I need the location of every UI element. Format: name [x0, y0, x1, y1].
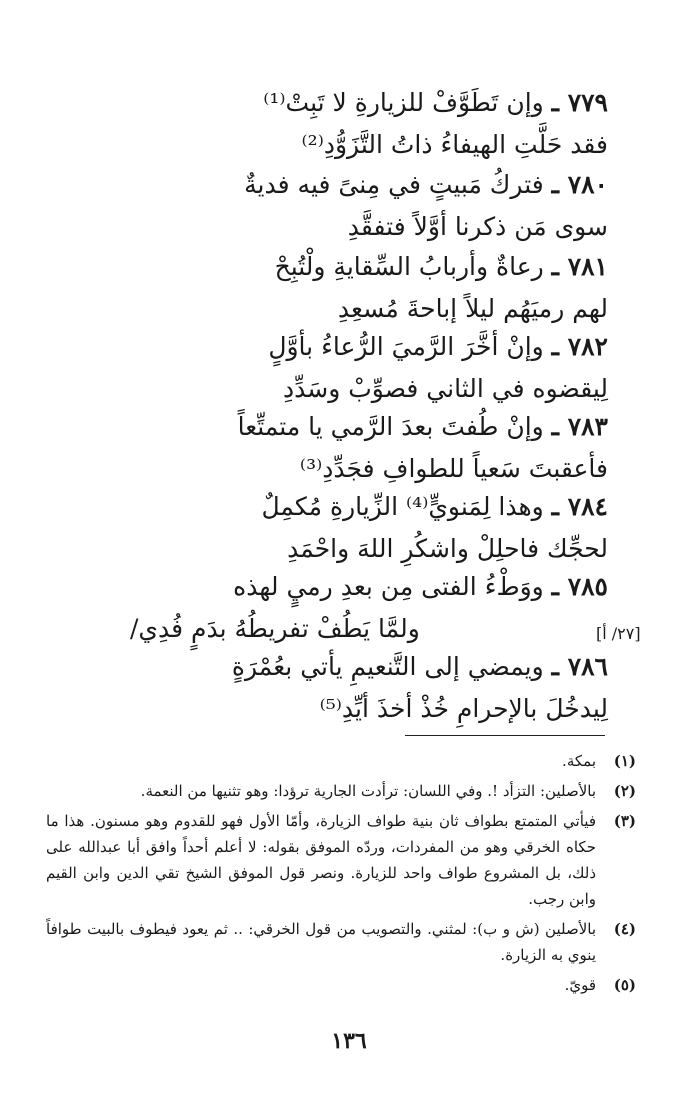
verse-785-second-hemistich: ولمَّا يَطُفْ تفريطُهُ بدَمٍ فُدِي/: [130, 614, 420, 643]
footnote-text: بالأصلين (ش و ب): لمثني. والتصويب من قول الخرقي: .. ثم يعود فيطوف بالبيت طوافاً ينوي به الزيارة.: [46, 920, 596, 964]
verse-782-second-hemistich: لِيقضوه في الثاني فصوِّبْ وسَدِّدِ: [283, 374, 608, 403]
verse-number: ٧٨٥ ـ: [551, 572, 608, 601]
footnotes: [46, 748, 636, 1002]
footnote-separator: [405, 735, 605, 736]
verse-number: ٧٨٣ ـ: [551, 412, 608, 441]
footnote-number: (٣): [613, 812, 636, 830]
verse-782-first-hemistich: [268, 330, 608, 364]
footnote-text: قويّ.: [564, 976, 596, 994]
hemistich-text: فتركُ مَبيتٍ في مِنىً فيه فديةٌ: [244, 170, 544, 199]
verse-number: ٧٨٤ ـ: [551, 492, 608, 521]
hemistich-text: رعاةٌ وأربابُ السِّقايةِ ولْتُبِحْ: [274, 252, 544, 281]
hemistich-text: وإن تَطَوَّفْ للزيارةِ لا تَبِتْ⁽¹⁾: [263, 88, 544, 117]
footnote: [46, 748, 636, 774]
verse-785-first-hemistich: [233, 570, 608, 604]
footnote-text: بالأصلين: التزأد !. وفي اللسان: ترأدت الجارية ترؤدا: وهو تثنيها من النعمة.: [140, 782, 596, 800]
hemistich-text: ويمضي إلى التَّنعيمِ يأتي بعُمْرَةٍ: [231, 652, 544, 681]
footnote: [46, 972, 636, 998]
footnote: [46, 916, 636, 968]
footnote-text: فيأتي المتمتع بطواف ثان بنية طواف الزيارة، وأمّا الأول فهو للقدوم وهو مسنون. هذا ما حكاه الخرقي وهو من المفردات، وردّه الموفق بقوله: لا أعلم أحداً وافق أبا عبدالله على ذلك، بل المشروع طواف واحد للزيارة. ونصر قول الموفق الشيخ تقي الدين وابن القيم وابن رجب.: [46, 812, 596, 908]
footnote-number: (٥): [613, 976, 636, 994]
verse-779-second-hemistich: فقد حَلَّتِ الهيفاءُ ذاتُ التَّزَوُّدِ⁽²⁾: [301, 130, 608, 159]
footnote-number: (٢): [613, 782, 636, 800]
verse-784-second-hemistich: لحجِّك فاحلِلْ واشكُرِ اللهَ واحْمَدِ: [287, 534, 608, 563]
footnote-text: بمكة.: [562, 752, 596, 770]
verse-number: ٧٨١ ـ: [551, 252, 608, 281]
hemistich-text: وإنْ أخَّرَ الرَّميَ الرُّعاءُ بأوَّلٍ: [268, 332, 544, 361]
verse-number: ٧٨٦ ـ: [551, 652, 608, 681]
page-number: ١٣٦: [331, 1028, 367, 1054]
verse-783-second-hemistich: فأعقبتَ سَعياً للطوافِ فجَدِّدِ⁽³⁾: [299, 454, 608, 483]
verse-780-first-hemistich: [244, 168, 608, 202]
verse-781-first-hemistich: [275, 250, 608, 284]
verse-780-second-hemistich: سوى مَن ذكرنا أوَّلاً فتفقَّدِ: [347, 212, 608, 241]
verse-779-first-hemistich: [263, 86, 608, 120]
verse-786-second-hemistich: لِيدخُلَ بالإحرامِ خُذْ أخذَ أيِّدِ⁽⁵⁾: [319, 694, 608, 723]
footnote: [46, 808, 636, 912]
verse-number: ٧٧٩ ـ: [551, 88, 608, 117]
verse-number: ٧٨٠ ـ: [551, 170, 608, 199]
hemistich-text: ووَطْءُ الفتى مِن بعدِ رميٍ لهذه: [233, 572, 544, 601]
verse-784-first-hemistich: [261, 490, 608, 524]
verse-786-first-hemistich: [232, 650, 608, 684]
footnote-number: (٤): [613, 920, 636, 938]
hemistich-text: وإنْ طُفتَ بعدَ الرَّمي يا متمتِّعاً: [237, 412, 544, 441]
folio-marker: [٢٧/ أ]: [596, 624, 641, 643]
footnote: [46, 778, 636, 804]
footnote-number: (١): [613, 752, 636, 770]
verse-number: ٧٨٢ ـ: [551, 332, 608, 361]
verse-783-first-hemistich: [238, 410, 608, 444]
verse-781-second-hemistich: لهم رميَهُم ليلاً إباحةَ مُسعِدِ: [337, 294, 608, 323]
hemistich-text: وهذا لِمَنويٍّ⁽⁴⁾ الزِّيارةِ مُكمِلٌ: [261, 492, 544, 521]
